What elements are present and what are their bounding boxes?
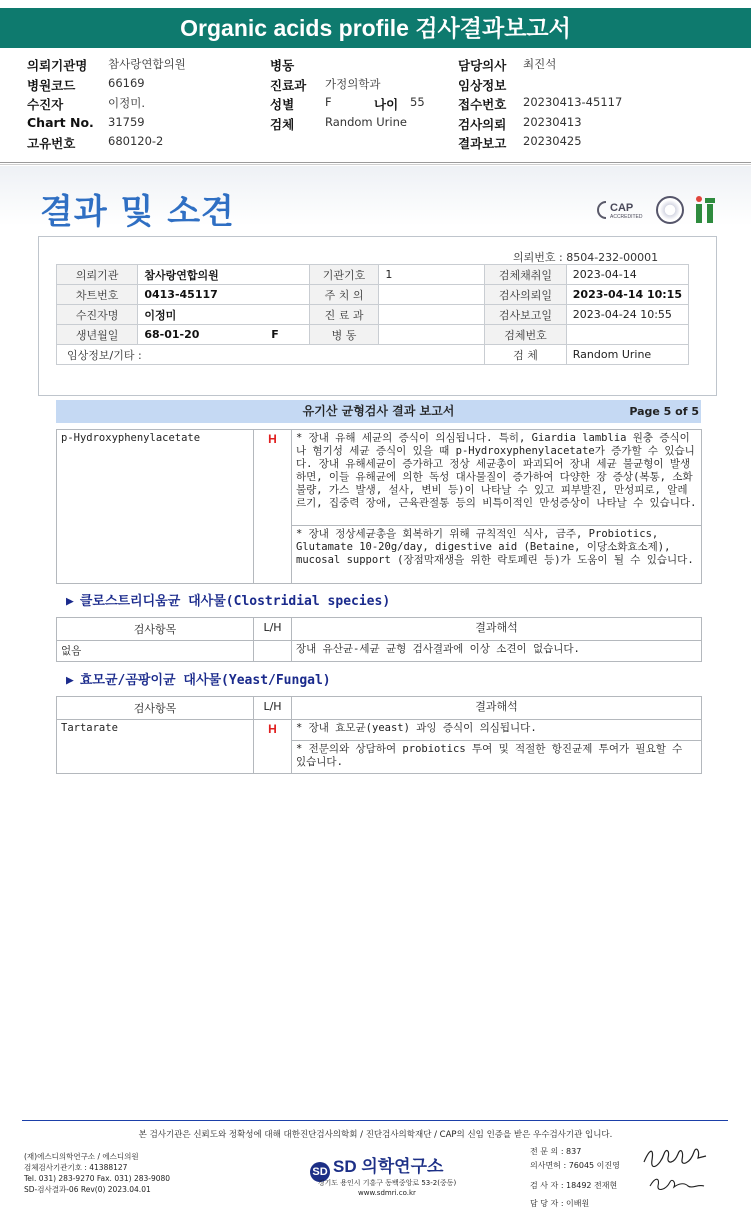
info-value: 2023-04-24 10:55 (566, 305, 688, 325)
signatory-line: 담 당 자 : 이배원 (530, 1199, 590, 1208)
report-date-label: 결과보고 (458, 136, 507, 151)
specimen-value: Random Urine (325, 115, 407, 129)
info-row (57, 265, 689, 285)
info-row (57, 325, 689, 345)
column-header: 검사항목 (57, 618, 254, 641)
signature-1-icon (640, 1144, 712, 1170)
ward-label: 병동 (270, 58, 295, 73)
page-indicator: Page 5 of 5 (629, 405, 699, 418)
brand-name: SD 의학연구소 (333, 1157, 444, 1176)
patient-header (0, 52, 751, 160)
triangle-right-icon: ▶ (66, 594, 74, 609)
info-key: 검 체 (485, 345, 567, 365)
clostridial-table (56, 617, 702, 662)
header-divider (0, 162, 751, 163)
test-item: Tartarate (57, 720, 254, 774)
doctor-value: 최진석 (523, 57, 557, 71)
unique-no-value: 680120-2 (108, 134, 164, 148)
department-value: 가정의학과 (325, 77, 381, 91)
clinical-info-cell: 임상정보/기타 : (57, 345, 485, 365)
column-header: 검사항목 (57, 697, 254, 720)
info-row (57, 285, 689, 305)
table-row (57, 720, 702, 741)
test-item: 없음 (57, 641, 254, 662)
unique-no-label: 고유번호 (27, 136, 76, 151)
website-link[interactable]: www.sdmri.co.kr (358, 1189, 416, 1197)
info-value: 참사랑연합의원 (138, 265, 309, 285)
column-header: 결과해석 (292, 618, 702, 641)
yeast-section-title (66, 669, 331, 688)
institute-name: (재)에스디의학연구소 / 에스디의원 (24, 1152, 139, 1161)
signatories (530, 1146, 620, 1210)
institute-info (24, 1151, 170, 1195)
request-date-value: 20230413 (523, 115, 582, 129)
clinical-info-label: 임상정보 (458, 78, 507, 93)
sex-label: 성별 (270, 97, 295, 112)
institute-address (282, 1178, 492, 1198)
info-key: 검체채취일 (485, 265, 567, 285)
request-number: 의뢰번호 : 8504-232-00001 (513, 251, 659, 264)
signature-2-icon (648, 1174, 708, 1194)
signatory-line: 의사면허 : 76045 이진영 (530, 1161, 620, 1170)
doctor-label: 담당의사 (458, 58, 507, 73)
info-value (138, 325, 309, 345)
institute-code: 검체검사기관기호 : 41388127 (24, 1163, 128, 1172)
patient-value: 이정미. (108, 96, 145, 110)
info-key: 생년월일 (57, 325, 138, 345)
info-key: 진 료 과 (309, 305, 379, 325)
info-key: 주 치 의 (309, 285, 379, 305)
sex-value: F (325, 95, 332, 109)
info-row (57, 305, 689, 325)
result-section-title: 결과 및 소견 (40, 192, 235, 232)
society-seal-logo (656, 196, 684, 224)
info-value: 이정미 (138, 305, 309, 325)
cap-logo-subtext: ACCREDITED (610, 214, 643, 220)
age-value: 55 (410, 95, 425, 109)
section-title-text: 효모균/곰팡이균 대사물(Yeast/Fungal) (79, 673, 331, 688)
result-interpretation: * 장내 유해 세균의 증식이 의심됩니다. 특히, Giardia lamblia 원충 증식이나 혐기성 세균 증식이 있을 때 p-Hydroxyphenylacetate가 증가할 수 있습니다. 장내 유해세균이 증가하고 정상 세균총이 파괴되어 장내 세균 불균형이 발생하면, 이들 유해균에 의한 독성 대사물질이 증가하여 다양한 장 증상(복통, 소화불량, 가스 발생, 설사, 변비 등)이 나타날 수 있고 피부발진, 만성피로, 알레르기, 집중력 장애, 근육관절통 등의 비특이적인 만성증상이 나타날 수 있습니다. (292, 430, 702, 526)
info-key: 의뢰기관 (57, 265, 138, 285)
info-key: 기관기호 (309, 265, 379, 285)
receipt-no-label: 접수번호 (458, 97, 507, 112)
report-title-bar (56, 400, 701, 423)
info-key: 검사의뢰일 (485, 285, 567, 305)
report-date-value: 20230425 (523, 134, 582, 148)
department-label: 진료과 (270, 78, 307, 93)
section-title-text: 클로스트리디움균 대사물(Clostridial species) (79, 594, 391, 609)
address-line: 경기도 용인시 기흥구 동백중앙로 53-2(중동) (317, 1179, 457, 1187)
info-row (57, 345, 689, 365)
hospital-code-value: 66169 (108, 76, 145, 90)
sd-brand-logo (310, 1152, 444, 1178)
request-info-table (56, 264, 689, 365)
signatory-line: 전 문 의 : 837 (530, 1147, 582, 1156)
footer-divider (22, 1120, 728, 1121)
info-value: 0413-45117 (138, 285, 309, 305)
lab-certification-logo (693, 195, 717, 225)
table-row (57, 430, 702, 526)
info-key: 검사보고일 (485, 305, 567, 325)
column-header: L/H (254, 618, 292, 641)
triangle-right-icon: ▶ (66, 673, 74, 688)
info-key: 검체번호 (485, 325, 567, 345)
info-key: 차트번호 (57, 285, 138, 305)
sex-value: F (271, 328, 279, 341)
table-header-row (57, 697, 702, 720)
hospital-name-value: 참사랑연합의원 (108, 57, 186, 71)
age-label: 나이 (374, 97, 399, 112)
info-key: 수진자명 (57, 305, 138, 325)
birthdate-value: 68-01-20 (144, 328, 200, 341)
info-value: Random Urine (566, 345, 688, 365)
specimen-label: 검체 (270, 117, 295, 132)
high-flag: H (254, 720, 292, 774)
info-value: 1 (379, 265, 485, 285)
accreditation-note: 본 검사기관은 신뢰도와 정확성에 대해 대한진단검사의학회 / 진단검사의학재단 / CAP의 신임 인증을 받은 우수검사기관 입니다. (138, 1130, 613, 1140)
info-value: 2023-04-14 (566, 265, 688, 285)
high-flag: H (254, 430, 292, 584)
signatory-line: 검 사 자 : 18492 전재현 (530, 1181, 618, 1190)
result-table-continued (56, 429, 702, 584)
hospital-code-label: 병원코드 (27, 78, 76, 93)
receipt-no-value: 20230413-45117 (523, 95, 623, 109)
result-interpretation: 장내 유산균-세균 균형 검사결과에 이상 소견이 없습니다. (292, 641, 702, 662)
chart-no-value: 31759 (108, 115, 145, 129)
info-value (379, 285, 485, 305)
result-recommendation: * 장내 정상세균총을 회복하기 위해 규칙적인 식사, 금주, Probiotics, Glutamate 10-20g/day, digestive aid (Betaine, 이당소화효소제), mucosal support (장점막재생을 위한 락토페린 등)가 도움이 될 수 있습니다. (292, 526, 702, 584)
info-value (379, 325, 485, 345)
document-revision: SD-검사결과-06 Rev(0) 2023.04.01 (24, 1185, 151, 1194)
info-value: 2023-04-14 10:15 (566, 285, 688, 305)
cap-logo-text: CAP (610, 202, 634, 214)
flag-cell (254, 641, 292, 662)
column-header: 결과해석 (292, 697, 702, 720)
chart-no-label: Chart No. (27, 115, 94, 130)
report-title: 유기산 균형검사 결과 보고서 (302, 404, 455, 418)
hospital-name-label: 의뢰기관명 (27, 58, 88, 73)
institute-contact: Tel. 031) 283-9270 Fax. 031) 283-9080 (24, 1174, 171, 1183)
report-banner-title: Organic acids profile 검사결과보고서 (0, 8, 751, 48)
info-value (566, 325, 688, 345)
clostridial-section-title (66, 590, 390, 609)
table-row (57, 641, 702, 662)
test-item: p-Hydroxyphenylacetate (57, 430, 254, 584)
header-divider-2 (0, 164, 751, 165)
column-header: L/H (254, 697, 292, 720)
info-key: 병 동 (309, 325, 379, 345)
patient-label: 수진자 (27, 97, 64, 112)
cap-accredited-logo (596, 196, 650, 224)
table-header-row (57, 618, 702, 641)
request-date-label: 검사의뢰 (458, 117, 507, 132)
yeast-table (56, 696, 702, 774)
sd-mark-icon: SD (310, 1162, 330, 1182)
info-value (379, 305, 485, 325)
result-interpretation: * 장내 효모균(yeast) 과잉 증식이 의심됩니다. (292, 720, 702, 741)
result-recommendation: * 전문의와 상담하여 probiotics 투여 및 적절한 항진균제 투여가 필요할 수 있습니다. (292, 740, 702, 773)
